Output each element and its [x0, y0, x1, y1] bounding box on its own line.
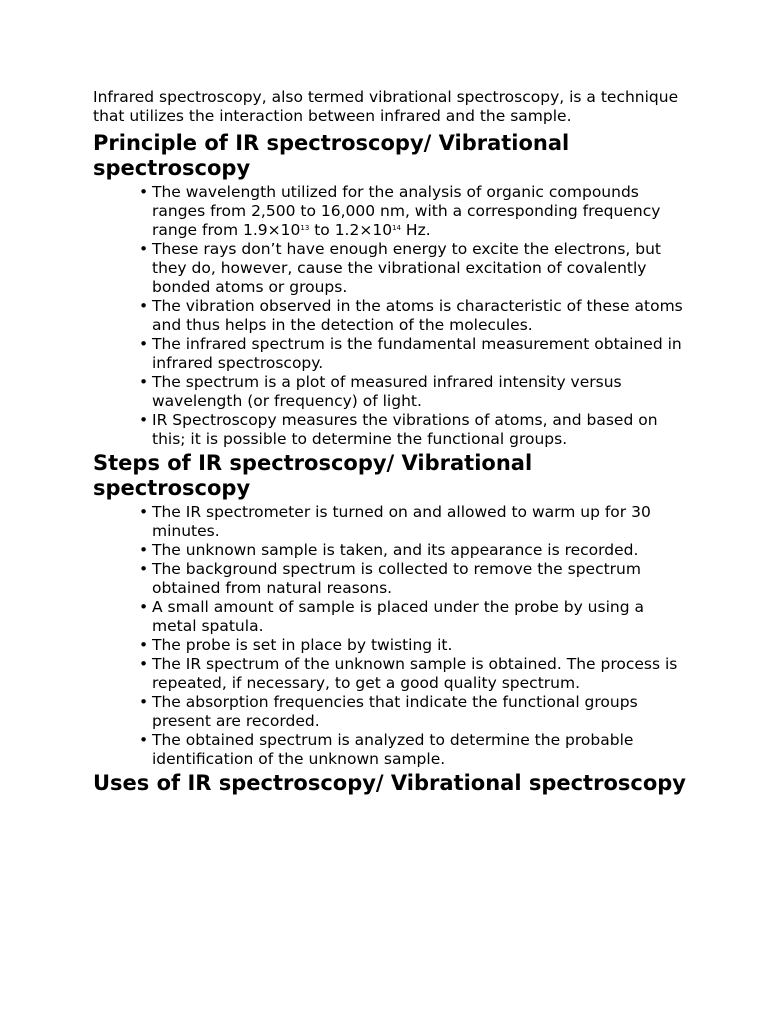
list-item-text: The obtained spectrum is analyzed to determine the probable identification of the unknown sample. — [152, 731, 634, 768]
list-item — [93, 541, 693, 560]
list-item — [93, 693, 693, 731]
list-item-text: The background spectrum is collected to remove the spectrum obtained from natural reasons. — [152, 560, 641, 597]
list-item-text: The wavelength utilized for the analysis of organic compounds ranges from 2,500 to 16,000 nm, with a corresponding frequency range from 1.9×10 — [152, 183, 661, 239]
list-item — [93, 373, 693, 411]
bullet-icon: • — [139, 411, 149, 429]
list-item-text: The absorption frequencies that indicate the functional groups present are recorded. — [152, 693, 638, 730]
list-item-text: to 1.2×10 — [309, 221, 393, 239]
list-item-text: The IR spectrum of the unknown sample is obtained. The process is repeated, if necessary, to get a good quality spectrum. — [152, 655, 678, 692]
list-item — [93, 411, 693, 449]
superscript: 13 — [300, 224, 310, 232]
bullet-icon: • — [139, 636, 149, 654]
steps-list — [93, 503, 693, 769]
list-item — [93, 297, 693, 335]
bullet-icon: • — [139, 541, 149, 559]
list-item — [93, 598, 693, 636]
list-item-text: The unknown sample is taken, and its appearance is recorded. — [152, 541, 639, 559]
bullet-icon: • — [139, 693, 149, 711]
list-item — [93, 636, 693, 655]
section-heading-uses: Uses of IR spectroscopy/ Vibrational spectroscopy — [93, 771, 686, 795]
principle-list — [93, 183, 693, 449]
list-item-text: The vibration observed in the atoms is characteristic of these atoms and thus helps in the detection of the molecules. — [152, 297, 683, 334]
bullet-icon: • — [139, 655, 149, 673]
list-item-text: The probe is set in place by twisting it. — [152, 636, 453, 654]
bullet-icon: • — [139, 598, 149, 616]
bullet-icon: • — [139, 240, 149, 258]
section-heading-steps: Steps of IR spectroscopy/ Vibrational spectroscopy — [93, 451, 533, 500]
bullet-icon: • — [139, 335, 149, 353]
list-item-text: IR Spectroscopy measures the vibrations of atoms, and based on this; it is possible to determine the functional groups. — [152, 411, 658, 448]
list-item-text: The spectrum is a plot of measured infrared intensity versus wavelength (or frequency) of light. — [152, 373, 622, 410]
list-item — [93, 560, 693, 598]
document-page — [93, 88, 693, 796]
bullet-icon: • — [139, 503, 149, 521]
list-item-text: A small amount of sample is placed under the probe by using a metal spatula. — [152, 598, 644, 635]
list-item — [93, 183, 693, 240]
list-item — [93, 335, 693, 373]
superscript: 14 — [392, 224, 401, 232]
list-item — [93, 503, 693, 541]
list-item-text: The infrared spectrum is the fundamental measurement obtained in infrared spectroscopy. — [152, 335, 682, 372]
bullet-icon: • — [139, 731, 149, 749]
bullet-icon: • — [139, 183, 149, 201]
intro-paragraph: Infrared spectroscopy, also termed vibrational spectroscopy, is a technique that utilizes the interaction between infrared and the sample. — [93, 88, 679, 125]
bullet-icon: • — [139, 560, 149, 578]
list-item-text: These rays don’t have enough energy to excite the electrons, but they do, however, cause the vibrational excitation of covalently bonded atoms or groups. — [152, 240, 662, 296]
list-item — [93, 731, 693, 769]
list-item — [93, 240, 693, 297]
section-heading-principle: Principle of IR spectroscopy/ Vibrational spectroscopy — [93, 131, 570, 180]
list-item-text: Hz. — [400, 221, 431, 239]
bullet-icon: • — [139, 297, 149, 315]
list-item-text: The IR spectrometer is turned on and allowed to warm up for 30 minutes. — [152, 503, 651, 540]
list-item — [93, 655, 693, 693]
bullet-icon: • — [139, 373, 149, 391]
